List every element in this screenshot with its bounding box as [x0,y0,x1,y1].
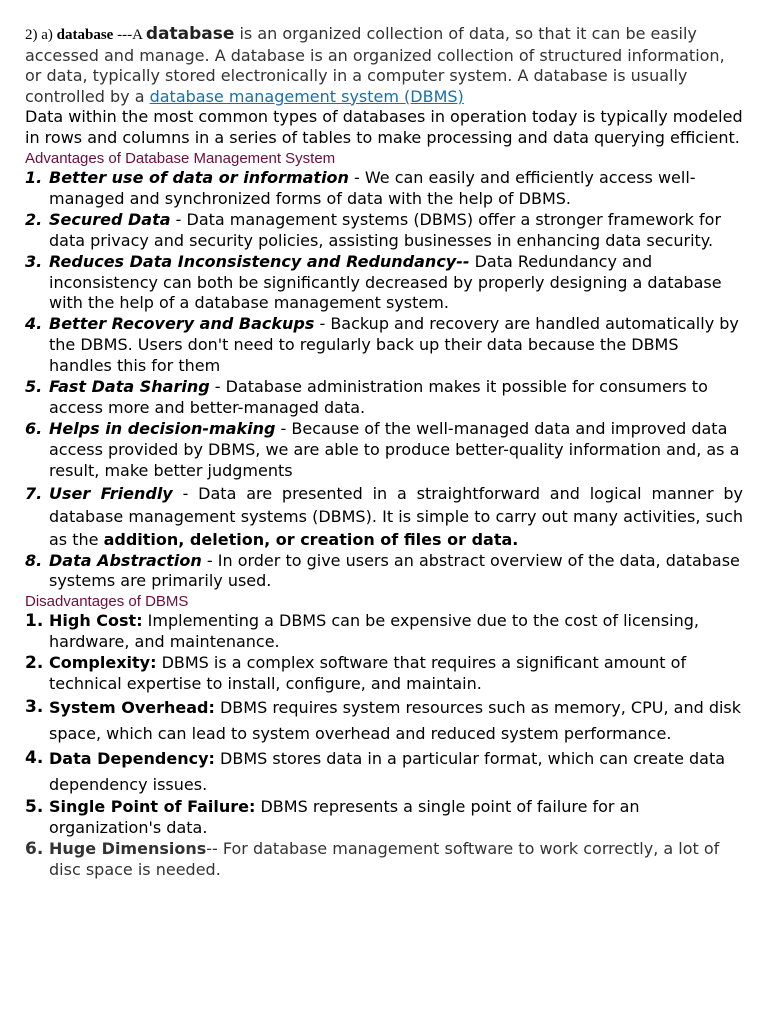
list-item [25,839,743,881]
list-item [25,611,743,653]
list-item [25,551,743,593]
advantages-heading: Advantages of Database Management System [25,149,336,167]
item-term: Fast Data Sharing [49,377,210,397]
item-text: - Database administration makes it possible for consumers to access more and better-managed data. [49,377,708,417]
item-text: - Backup and recovery are handled automatically by the DBMS. Users don't need to regularly back up their data because the DBMS handles this for them [49,314,739,376]
item-text: Data Redundancy and inconsistency can both be significantly decreased by properly designing a database with the help of a database management system. [49,251,722,313]
item-number: 5. [25,377,43,397]
question-label: database [56,27,114,43]
item-number: 6. [25,418,43,438]
tables-paragraph: Data within the most common types of databases in operation today is typically modeled in rows and columns in a series of tables to make processing and data querying efficient. [25,107,743,148]
item-number: 3. [25,251,43,271]
item-text: Implementing a DBMS can be expensive due to the cost of licensing, hardware, and maintenance. [49,611,699,652]
item-text: DBMS is a complex software that requires a significant amount of technical expertise to install, configure, and maintain. [49,653,687,694]
item-term: Better Recovery and Backups [49,314,315,334]
item-number: 1. [25,167,43,187]
item-term: High Cost: [49,611,143,631]
item-text: DBMS stores data in a particular format, which can create data dependency issues. [49,749,726,794]
disadvantages-list [25,611,743,880]
question-number: 2) a) [25,27,57,43]
item-text: - In order to give users an abstract overview of the data, database systems are primarily used. [49,550,740,591]
dbms-link[interactable]: database management system (DBMS) [149,86,464,106]
item-number: 4. [25,748,44,768]
advantages-list [25,168,743,592]
item-number: 1. [25,611,44,632]
item-text: DBMS requires system resources such as memory, CPU, and disk space, which can lead to system overhead and reduced system performance. [49,698,742,743]
item-text: - Data are presented in a straightforward and logical manner by database management systems (DBMS). It is simple to carry out many activities, such as the [49,483,744,549]
item-number: 7. [25,483,43,503]
database-term: database [145,24,235,44]
item-term: System Overhead: [49,698,215,717]
item-strong-text: addition, deletion, or creation of files or data. [103,529,519,549]
item-number: 3. [25,697,44,717]
item-number: 8. [25,550,43,570]
item-term: User Friendly [49,483,173,503]
item-number: 2. [25,209,43,229]
item-term: Single Point of Failure: [49,797,256,816]
list-item [25,797,743,839]
list-item [25,252,743,315]
item-text: -- For database management software to work correctly, a lot of disc space is needed. [49,838,720,879]
item-term: Secured Data [49,209,171,229]
list-item [25,168,743,210]
list-item [25,746,743,797]
list-item [25,653,743,695]
item-term: Helps in decision-making [49,418,276,438]
list-item [25,482,743,551]
item-number: 5. [25,797,44,817]
item-term: Huge Dimensions [49,838,207,858]
item-number: 2. [25,653,44,674]
disadvantages-heading: Disadvantages of DBMS [25,593,189,611]
item-text: - Data management systems (DBMS) offer a stronger framework for data privacy and security policies, assisting businesses in enhancing data security. [49,209,722,250]
item-term: Data Abstraction [49,550,202,570]
item-text: - We can easily and efficiently access well-managed and synchronized forms of data with the help of DBMS. [49,167,696,208]
list-item [25,419,743,482]
item-term: Data Dependency: [49,749,215,768]
intro-dashes: ---A [113,27,146,43]
item-number: 4. [25,314,43,334]
item-text: - Because of the well-managed data and improved data access provided by DBMS, we are able to produce better-quality information and, as a result, make better judgments [49,418,740,480]
item-term: Better use of data or information [49,167,349,187]
document-page [25,24,743,881]
list-item [25,314,743,377]
list-item [25,377,743,419]
intro-text: is an organized collection of data, so that it can be easily accessed and manage. A database is an organized collection of structured information, or data, typically stored electronically in a computer system. A database is usually controlled by a [25,24,725,106]
intro-paragraph [25,24,743,107]
list-item [25,210,743,252]
item-term: Complexity: [49,653,157,673]
item-number: 6. [25,838,44,859]
list-item [25,695,743,746]
item-term: Reduces Data Inconsistency and Redundancy-- [49,251,470,271]
item-text: DBMS represents a single point of failure for an organization's data. [49,797,640,837]
